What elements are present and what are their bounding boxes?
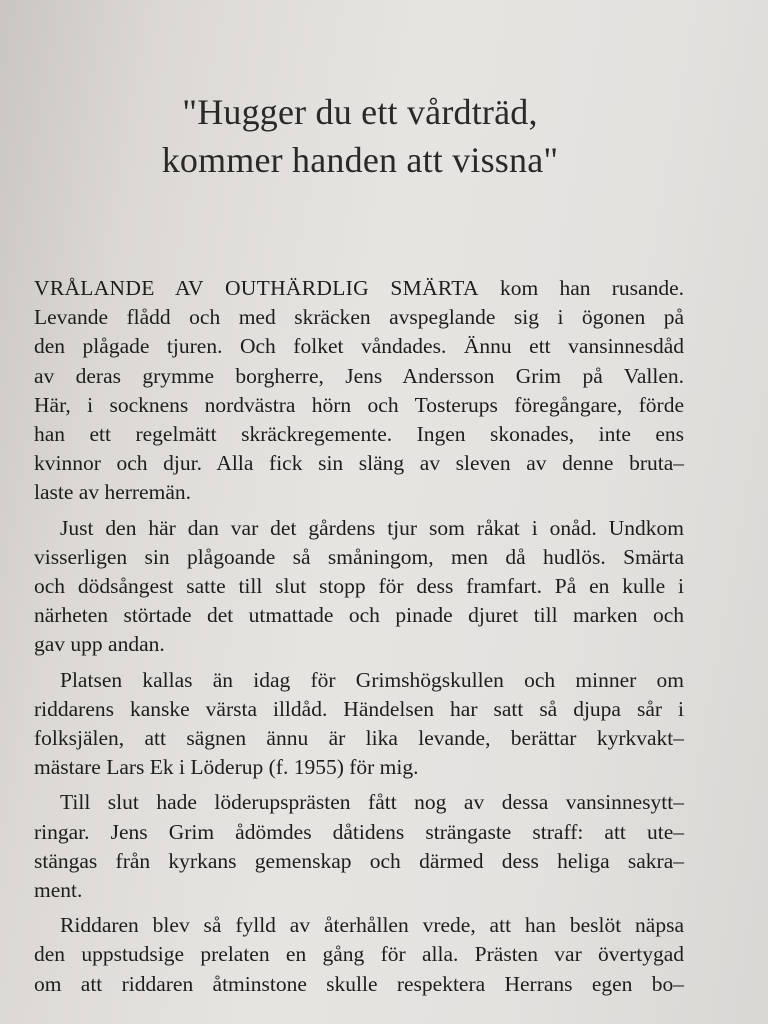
text-line-fragment: kom han rusande. (478, 276, 684, 300)
paragraph-1 (34, 274, 684, 508)
text-line: den uppstudsige prelaten en gång för alla. Prästen var övertygad (34, 942, 684, 967)
text-line: Levande flådd och med skräcken avspeglande sig i ögonen på (34, 305, 684, 330)
text-line: närheten störtade det utmattade och pinade djuret till marken och (34, 603, 684, 628)
text-line: gav upp andan. (34, 632, 165, 657)
text-line: Just den här dan var det gårdens tjur som råkat i onåd. Undkom (60, 515, 684, 540)
text-line: ringar. Jens Grim ådömdes dåtidens strängaste straff: att ute– (34, 819, 684, 844)
text-line: han ett regelmätt skräckregemente. Ingen skonades, inte ens (34, 422, 684, 447)
text-line: av deras grymme borgherre, Jens Andersson Grim på Vallen. (34, 363, 684, 388)
paragraph-5 (34, 911, 684, 999)
text-line: Platsen kallas än idag för Grimshögskullen och minner om (60, 667, 684, 692)
paragraph-3 (34, 666, 684, 783)
text-line: Här, i socknens nordvästra hörn och Tosterups föregångare, förde (34, 392, 684, 417)
text-line: stängas från kyrkans gemenskap och därmed dess heliga sakra– (34, 848, 684, 873)
text-line (34, 274, 684, 303)
lead-in-caps: VRÅLANDE AV OUTHÄRDLIG SMÄRTA (34, 276, 479, 300)
text-line: om att riddaren åtminstone skulle respektera Herrans egen bo– (34, 971, 684, 996)
chapter-title-line-2: kommer handen att vissna" (161, 140, 559, 180)
chapter-title-line-1: "Hugger du ett vårdträd, (182, 92, 538, 132)
text-line: kvinnor och djur. Alla fick sin släng av sleven av denne bruta– (34, 451, 684, 476)
text-line: visserligen sin plågoande så småningom, men då hudlös. Smärta (34, 544, 684, 569)
text-line: riddarens kanske värsta illdåd. Händelsen har satt så djupa sår i (34, 696, 684, 721)
text-line: mästare Lars Ek i Löderup (f. 1955) för mig. (34, 755, 419, 780)
text-line: Till slut hade löderupsprästen fått nog av dessa vansinnesytt– (60, 790, 684, 815)
text-line: och dödsångest satte till slut stopp för dess framfart. På en kulle i (34, 574, 684, 599)
body-text (34, 274, 684, 1005)
text-line: Riddaren blev så fylld av återhållen vrede, att han beslöt näpsa (60, 913, 684, 938)
paragraph-4 (34, 788, 684, 905)
chapter-title (0, 88, 720, 184)
text-line: ment. (34, 878, 83, 903)
text-line: laste av herremän. (34, 480, 191, 505)
text-line: den plågade tjuren. Och folket våndades. Ännu ett vansinnesdåd (34, 334, 684, 359)
paragraph-2 (34, 514, 684, 660)
text-line: folksjälen, att sägnen ännu är lika levande, berättar kyrkvakt– (34, 726, 684, 751)
